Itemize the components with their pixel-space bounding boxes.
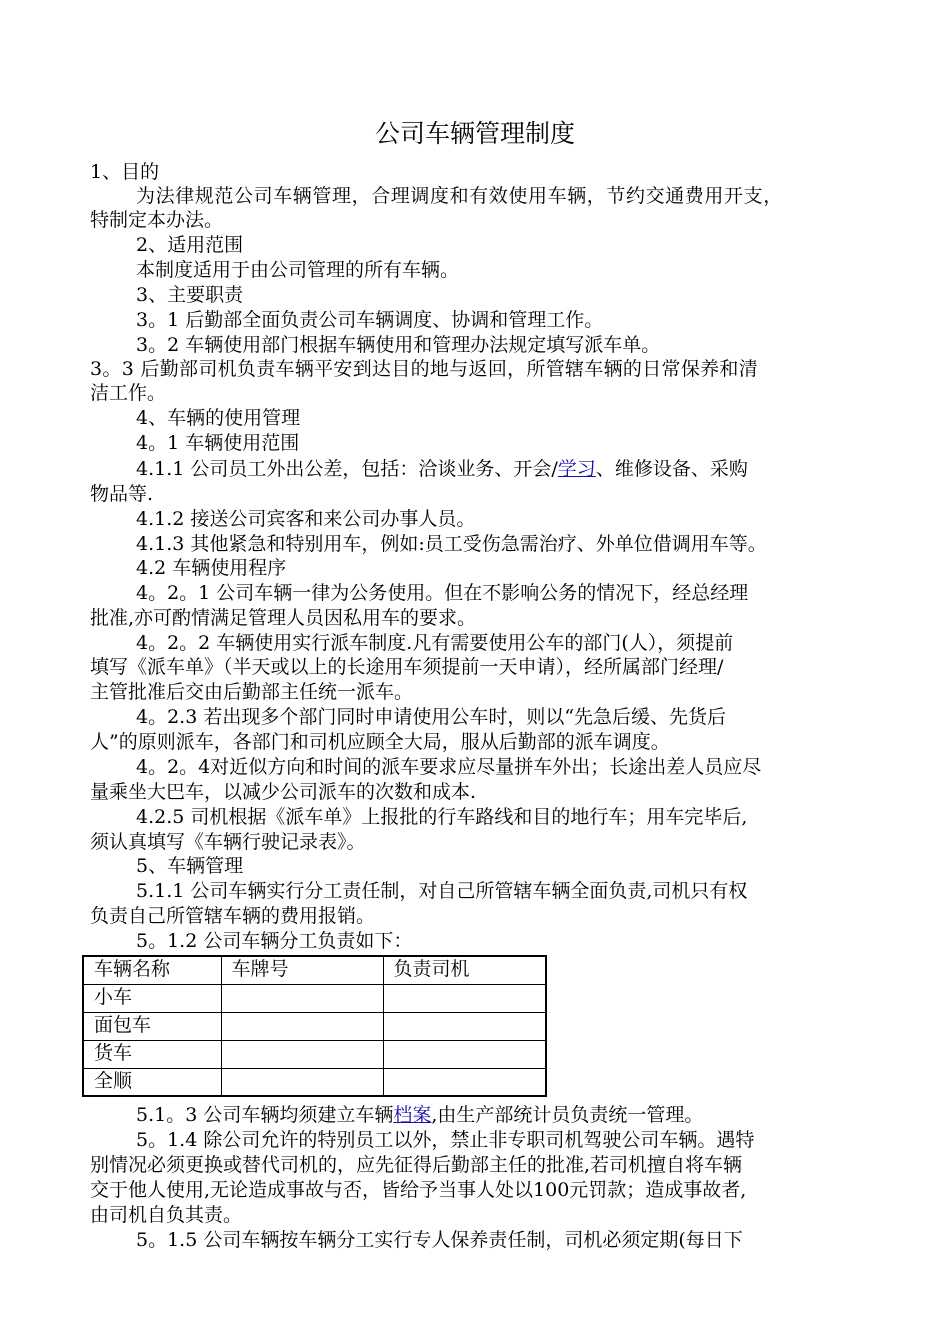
table-row xyxy=(83,1012,546,1040)
section-heading: 5、车辆管理 xyxy=(136,855,244,877)
paragraph-line: 5。1.2 公司车辆分工负责如下： xyxy=(136,930,413,952)
line-text: 4.1.1 公司员工外出公差，包括：洽谈业务、开会/ xyxy=(136,458,558,480)
paragraph-line: 3。1 后勤部全面负责公司车辆调度、协调和管理工作。 xyxy=(136,309,604,331)
paragraph-line: 3。2 车辆使用部门根据车辆使用和管理办法规定填写派车单。 xyxy=(136,334,661,356)
vehicle-assignment-table xyxy=(82,955,547,1097)
section-heading: 1、目的 xyxy=(90,161,160,183)
paragraph-line: 为法律规范公司车辆管理，合理调度和有效使用车辆，节约交通费用开支， xyxy=(136,185,783,207)
paragraph-line: 3。3 后勤部司机负责车辆平安到达目的地与返回，所管辖车辆的日常保养和清 xyxy=(90,358,759,380)
column-header: 车辆名称 xyxy=(83,956,221,984)
table-cell xyxy=(383,1040,546,1068)
paragraph-line: 人”的原则派车，各部门和司机应顾全大局，服从后勤部的派车调度。 xyxy=(90,731,670,753)
table-cell xyxy=(383,984,546,1012)
paragraph-line: 4。2。2 车辆使用实行派车制度.凡有需要使用公车的部门(人），须提前 xyxy=(136,632,734,654)
paragraph-line: 5。1.4 除公司允许的特别员工以外，禁止非专职司机驾驶公司车辆。遇特 xyxy=(136,1129,755,1151)
paragraph-line: 本制度适用于由公司管理的所有车辆。 xyxy=(136,259,460,281)
table-cell xyxy=(221,1040,383,1068)
paragraph-line: 负责自己所管辖车辆的费用报销。 xyxy=(90,905,376,927)
paragraph-line: 4。2。1 公司车辆一律为公务使用。但在不影响公务的情况下，经总经理 xyxy=(136,582,749,604)
table-row xyxy=(83,1068,546,1096)
table-row xyxy=(83,984,546,1012)
table-cell: 货车 xyxy=(83,1040,221,1068)
paragraph-line: 4.1.3 其他紧急和特别用车，例如:员工受伤急需治疗、外单位借调用车等。 xyxy=(136,533,767,555)
paragraph-line: 特制定本办法。 xyxy=(90,209,224,231)
table-cell: 面包车 xyxy=(83,1012,221,1040)
column-header: 负责司机 xyxy=(383,956,546,984)
paragraph-line: 4。2.3 若出现多个部门同时申请使用公车时，则以“先急后缓、先货后 xyxy=(136,706,727,728)
paragraph-line: 填写《派车单》（半天或以上的长途用车须提前一天申请），经所属部门经理/ xyxy=(90,656,724,678)
paragraph-line-with-link xyxy=(136,1103,703,1127)
table-cell xyxy=(383,1068,546,1096)
paragraph-line: 主管批准后交由后勤部主任统一派车。 xyxy=(90,681,414,703)
table-header-row xyxy=(83,956,546,984)
line-text: ,由生产部统计员负责统一管理。 xyxy=(431,1104,704,1126)
table-cell: 全顺 xyxy=(83,1068,221,1096)
archive-link[interactable]: 档案 xyxy=(393,1104,432,1126)
column-header: 车牌号 xyxy=(221,956,383,984)
paragraph-line: 须认真填写《车辆行驶记录表》。 xyxy=(90,831,366,853)
paragraph-line: 4.2.5 司机根据《派车单》上报批的行车路线和目的地行车；用车完毕后, xyxy=(136,806,748,828)
paragraph-line: 量乘坐大巴车，以减少公司派车的次数和成本. xyxy=(90,781,477,803)
section-heading: 4.2 车辆使用程序 xyxy=(136,557,287,579)
study-link[interactable]: 学习 xyxy=(557,458,596,480)
paragraph-line: 交于他人使用,无论造成事故与否，皆给予当事人处以100元罚款；造成事故者, xyxy=(90,1179,747,1201)
line-text: 、维修设备、采购 xyxy=(595,458,748,480)
section-heading: 3、主要职责 xyxy=(136,284,244,306)
document-title: 公司车辆管理制度 xyxy=(374,119,575,148)
paragraph-line-with-link xyxy=(136,457,748,481)
paragraph-line: 洁工作。 xyxy=(90,382,167,404)
table-cell: 小车 xyxy=(83,984,221,1012)
table-row xyxy=(83,1040,546,1068)
paragraph-line: 由司机自负其责。 xyxy=(90,1204,243,1226)
table-cell xyxy=(383,1012,546,1040)
table-cell xyxy=(221,1068,383,1096)
section-heading: 4。1 车辆使用范围 xyxy=(136,432,300,454)
line-text: 5.1。3 公司车辆均须建立车辆 xyxy=(136,1104,394,1126)
table-cell xyxy=(221,1012,383,1040)
paragraph-line: 物品等. xyxy=(90,483,154,505)
table-cell xyxy=(221,984,383,1012)
paragraph-line: 批准,亦可酌情满足管理人员因私用车的要求。 xyxy=(90,607,477,629)
paragraph-line: 5。1.5 公司车辆按车辆分工实行专人保养责任制，司机必须定期(每日下 xyxy=(136,1229,743,1251)
paragraph-line: 4。2。4对近似方向和时间的派车要求应尽量拼车外出；长途出差人员应尽 xyxy=(136,756,762,778)
paragraph-line: 别情况必须更换或替代司机的，应先征得后勤部主任的批准,若司机擅自将车辆 xyxy=(90,1154,743,1176)
section-heading: 4、车辆的使用管理 xyxy=(136,407,301,429)
paragraph-line: 4.1.2 接送公司宾客和来公司办事人员。 xyxy=(136,508,476,530)
section-heading: 2、适用范围 xyxy=(136,234,244,256)
paragraph-line: 5.1.1 公司车辆实行分工责任制，对自己所管辖车辆全面负责,司机只有权 xyxy=(136,880,748,902)
